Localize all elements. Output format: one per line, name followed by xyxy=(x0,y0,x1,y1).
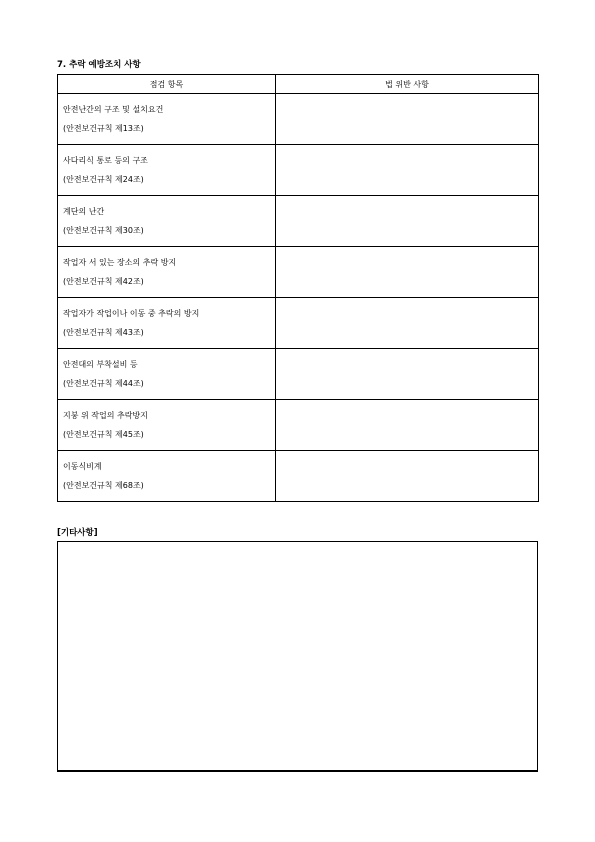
violation-entry-cell[interactable] xyxy=(276,196,539,247)
violation-entry-cell[interactable] xyxy=(276,451,539,502)
inspection-item-name: 안전대의 부착설비 등 xyxy=(63,360,138,369)
violation-entry-cell[interactable] xyxy=(276,349,539,400)
table-row xyxy=(58,298,539,349)
table-row xyxy=(58,349,539,400)
inspection-item-cell xyxy=(58,94,276,145)
violation-entry-cell[interactable] xyxy=(276,298,539,349)
table-row xyxy=(58,451,539,502)
other-notes-box[interactable] xyxy=(57,541,538,772)
violation-entry-cell[interactable] xyxy=(276,94,539,145)
inspection-item-name: 지붕 위 작업의 추락방지 xyxy=(63,411,148,420)
violation-entry-cell[interactable] xyxy=(276,400,539,451)
inspection-item-reference: (안전보건규칙 제42조) xyxy=(63,277,144,286)
inspection-item-name: 이동식비계 xyxy=(63,462,102,471)
table-header-row xyxy=(58,75,539,94)
table-row xyxy=(58,400,539,451)
table-row xyxy=(58,94,539,145)
inspection-item-name: 안전난간의 구조 및 설치요건 xyxy=(63,105,164,114)
inspection-item-name: 작업자가 작업이나 이동 중 추락의 방지 xyxy=(63,309,200,318)
inspection-item-name: 작업자 서 있는 장소의 추락 방지 xyxy=(63,258,177,267)
inspection-item-cell xyxy=(58,400,276,451)
inspection-item-cell xyxy=(58,349,276,400)
inspection-item-reference: (안전보건규칙 제44조) xyxy=(63,379,144,388)
inspection-item-name: 사다리식 통로 등의 구조 xyxy=(63,156,148,165)
inspection-item-reference: (안전보건규칙 제13조) xyxy=(63,124,144,133)
inspection-item-reference: (안전보건규칙 제68조) xyxy=(63,481,144,490)
inspection-item-cell xyxy=(58,247,276,298)
violation-entry-cell[interactable] xyxy=(276,247,539,298)
inspection-item-reference: (안전보건규칙 제43조) xyxy=(63,328,144,337)
header-law-violation: 법 위반 사항 xyxy=(276,75,539,94)
inspection-item-reference: (안전보건규칙 제45조) xyxy=(63,430,144,439)
table-body xyxy=(58,94,539,502)
inspection-item-cell xyxy=(58,196,276,247)
table-row xyxy=(58,145,539,196)
inspection-item-cell xyxy=(58,145,276,196)
table-row xyxy=(58,247,539,298)
inspection-item-reference: (안전보건규칙 제24조) xyxy=(63,175,144,184)
violation-entry-cell[interactable] xyxy=(276,145,539,196)
inspection-item-cell xyxy=(58,451,276,502)
other-notes-title: [기타사항] xyxy=(57,528,98,538)
header-inspection-item: 점검 항목 xyxy=(58,75,276,94)
table-row xyxy=(58,196,539,247)
section-title: 7. 추락 예방조치 사항 xyxy=(57,60,141,70)
inspection-item-cell xyxy=(58,298,276,349)
inspection-item-name: 계단의 난간 xyxy=(63,207,105,216)
inspection-item-reference: (안전보건규칙 제30조) xyxy=(63,226,144,235)
inspection-table xyxy=(57,74,539,502)
